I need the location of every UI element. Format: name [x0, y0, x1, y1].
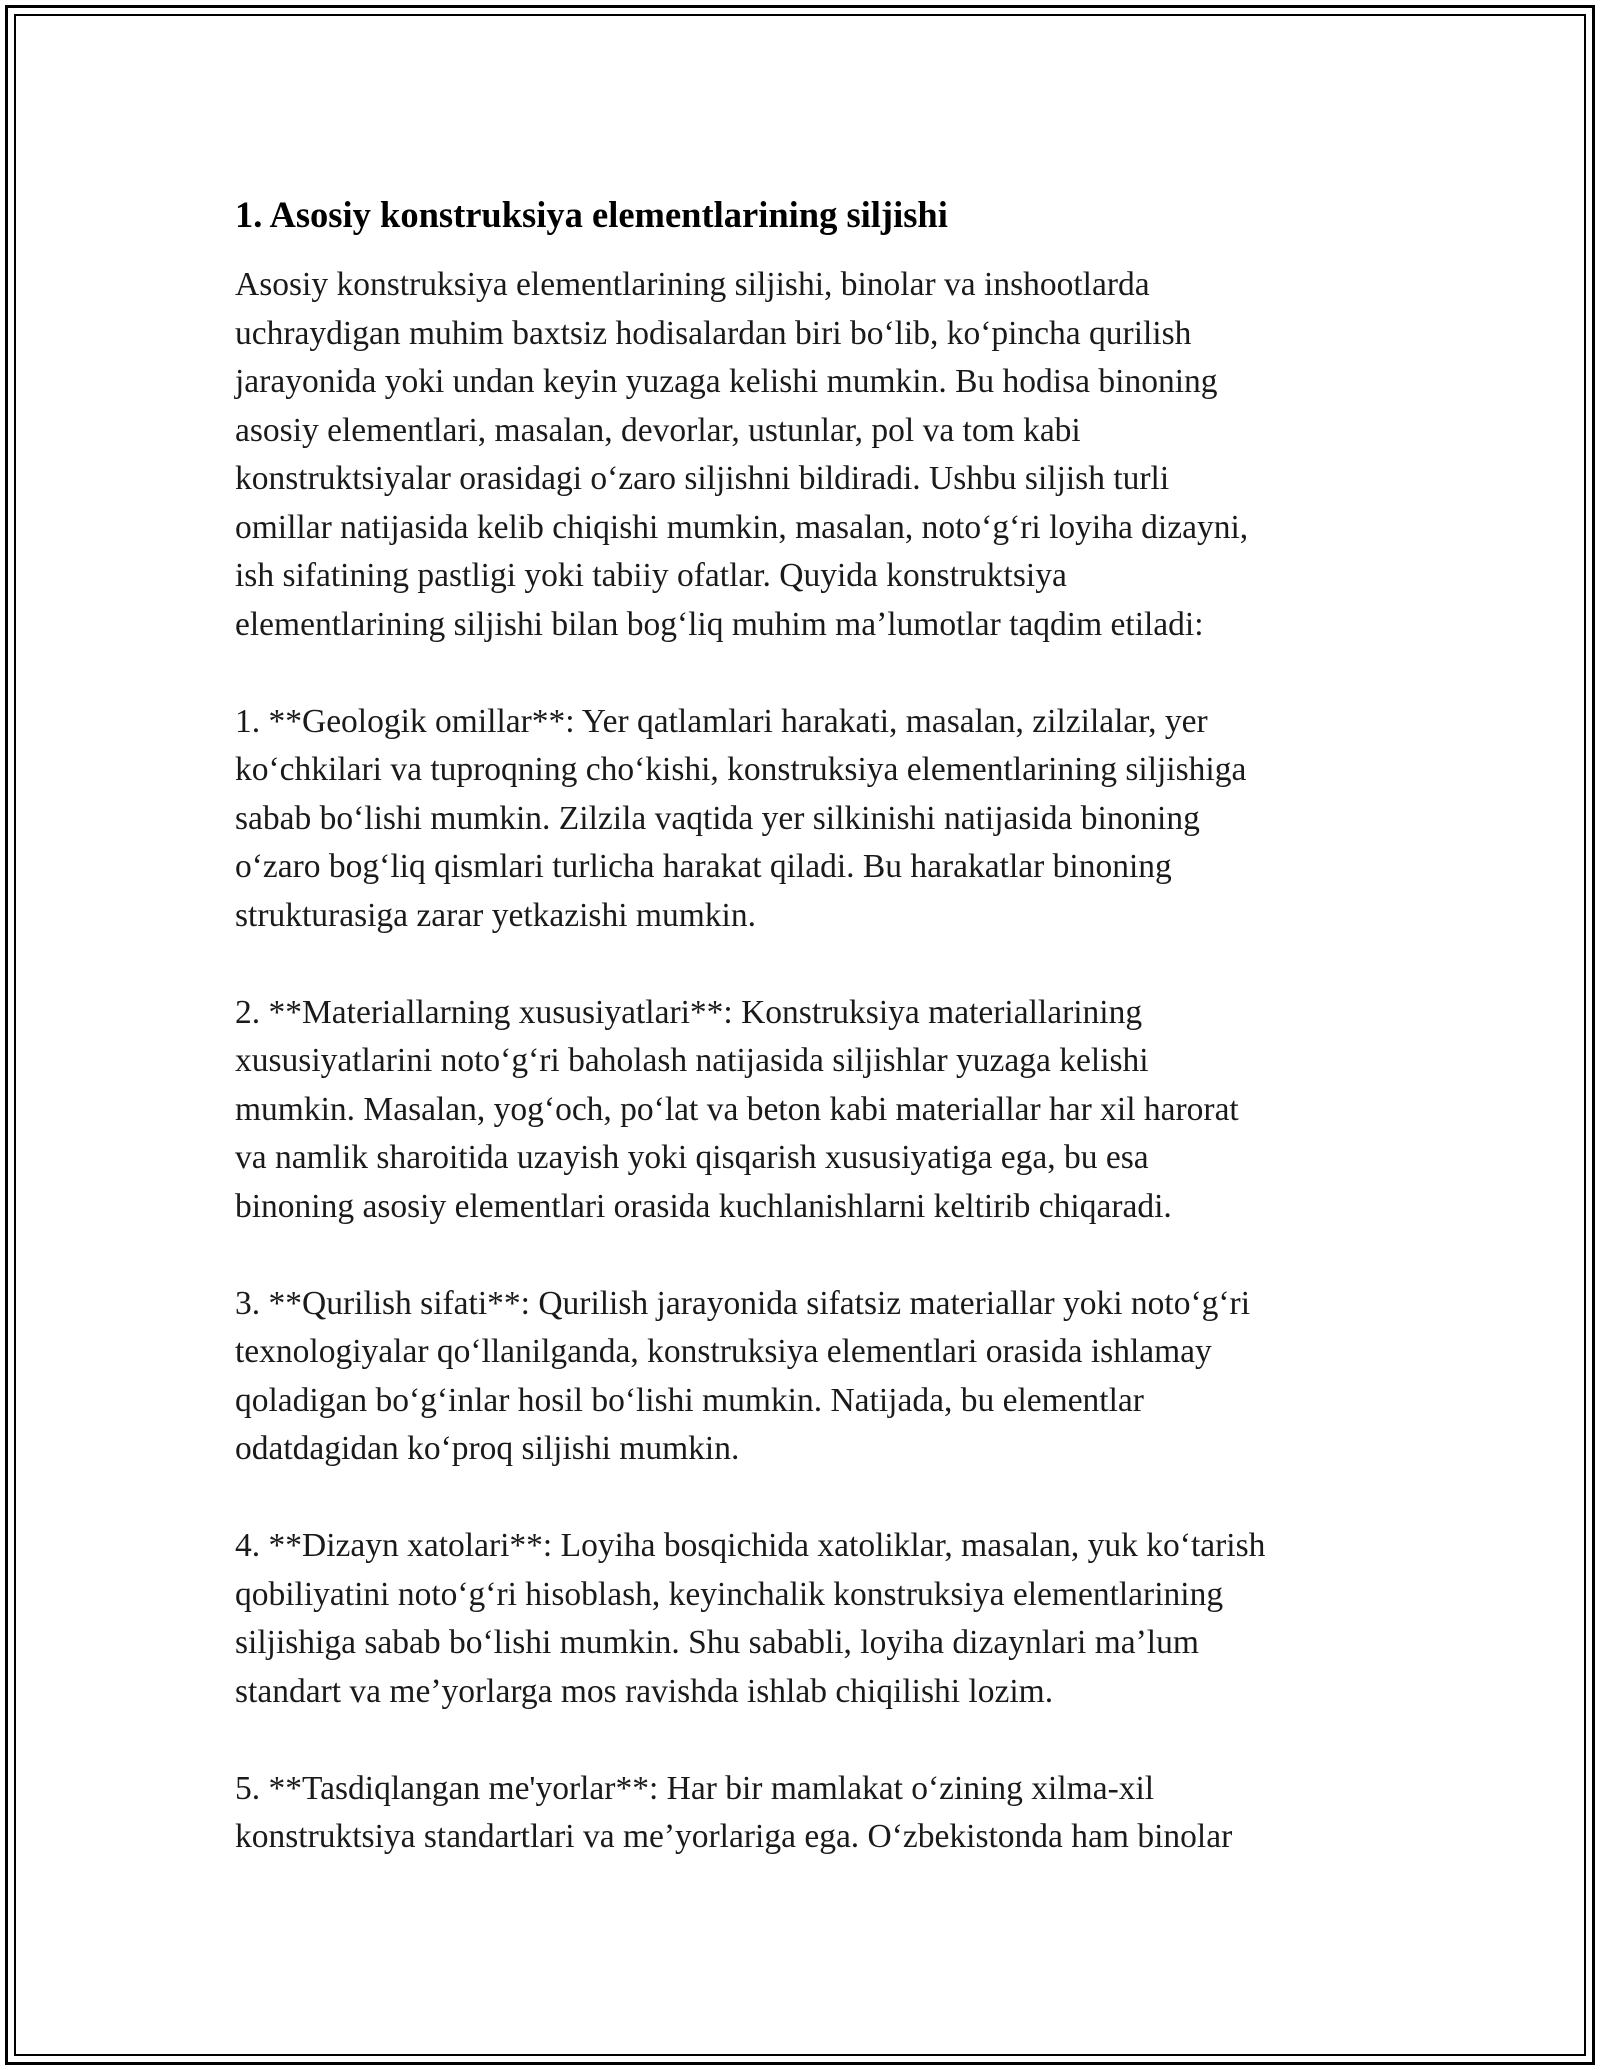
paragraph-spacer: [235, 1716, 1365, 1765]
paragraph-line: sabab boʻlishi mumkin. Zilzila vaqtida yer silkinishi natijasida binoning: [235, 799, 1200, 837]
paragraph-line: ish sifatining pastligi yoki tabiiy ofatlar. Quyida konstruktsiya: [235, 557, 1067, 594]
paragraph-line: texnologiyalar qoʻllanilganda, konstruksiya elementlari orasida ishlamay: [235, 1333, 1212, 1370]
paragraph-line: 4. **Dizayn xatolari**: Loyiha bosqichida xatoliklar, masalan, yuk koʻtarish: [235, 1527, 1266, 1564]
list-item-design-errors: [235, 1522, 1365, 1716]
paragraph-line: uchraydigan muhim baxtsiz hodisalardan biri boʻlib, koʻpincha qurilish: [235, 314, 1192, 352]
list-item-material-properties: [235, 989, 1365, 1232]
paragraph-line: 2. **Materiallarning xususiyatlari**: Konstruksiya materiallarining: [235, 993, 1143, 1031]
paragraph-line: 3. **Qurilish sifati**: Qurilish jarayonida sifatsiz materiallar yoki notoʻgʻri: [235, 1284, 1251, 1322]
paragraph-spacer: [235, 1231, 1365, 1280]
paragraph-spacer: [235, 649, 1365, 698]
list-item-approved-norms: [235, 1765, 1365, 1862]
paragraph-line: qobiliyatini notoʻgʻri hisoblash, keyinchalik konstruksiya elementlarining: [235, 1575, 1224, 1613]
paragraph-line: konstruktsiyalar orasidagi oʻzaro siljishni bildiradi. Ushbu siljish turli: [235, 460, 1170, 497]
paragraph-line: 5. **Tasdiqlangan me'yorlar**: Har bir mamlakat oʻzining xilma-xil: [235, 1769, 1155, 1807]
paragraph-line: binoning asosiy elementlari orasida kuchlanishlarni keltirib chiqaradi.: [235, 1187, 1172, 1225]
paragraph-line: omillar natijasida kelib chiqishi mumkin, masalan, notoʻgʻri loyiha dizayni,: [235, 508, 1249, 546]
paragraph-line: oʻzaro bogʻliq qismlari turlicha harakat qiladi. Bu harakatlar binoning: [235, 848, 1172, 885]
paragraph-line: elementlarining siljishi bilan bogʻliq muhim maʼlumotlar taqdim etiladi:: [235, 605, 1204, 643]
document-body: [235, 186, 1365, 1862]
paragraph-line: konstruktsiya standartlari va meʼyorlariga ega. Oʻzbekistonda ham binolar: [235, 1818, 1233, 1855]
list-item-construction-quality: [235, 1280, 1365, 1474]
paragraph-line: standart va meʼyorlarga mos ravishda ishlab chiqilishi lozim.: [235, 1672, 1054, 1710]
page-title: 1. Asosiy konstruksiya elementlarining siljishi: [235, 194, 948, 235]
intro-paragraph: [235, 261, 1365, 649]
paragraph-line: va namlik sharoitida uzayish yoki qisqarish xususiyatiga ega, bu esa: [235, 1139, 1149, 1176]
paragraph-line: asosiy elementlari, masalan, devorlar, ustunlar, pol va tom kabi: [235, 411, 1081, 449]
paragraph-line: odatdagidan koʻproq siljishi mumkin.: [235, 1430, 740, 1467]
paragraph-line: 1. **Geologik omillar**: Yer qatlamlari harakati, masalan, zilzilalar, yer: [235, 702, 1208, 740]
paragraph-line: mumkin. Masalan, yogʻoch, poʻlat va beton kabi materiallar har xil harorat: [235, 1090, 1239, 1128]
paragraph-spacer: [235, 1474, 1365, 1523]
list-item-geologic-factors: [235, 698, 1365, 941]
paragraph-spacer: [235, 940, 1365, 989]
paragraph-line: koʻchkilari va tuproqning choʻkishi, konstruksiya elementlarining siljishiga: [235, 751, 1247, 788]
paragraph-line: strukturasiga zarar yetkazishi mumkin.: [235, 896, 756, 934]
paragraph-line: qoladigan boʻgʻinlar hosil boʻlishi mumkin. Natijada, bu elementlar: [235, 1381, 1144, 1419]
paragraph-line: Asosiy konstruksiya elementlarining siljishi, binolar va inshootlarda: [235, 266, 1150, 303]
paragraph-line: siljishiga sabab boʻlishi mumkin. Shu sababli, loyiha dizaynlari maʼlum: [235, 1624, 1199, 1661]
paragraph-line: jarayonida yoki undan keyin yuzaga kelishi mumkin. Bu hodisa binoning: [235, 363, 1218, 400]
paragraph-line: xususiyatlarini notoʻgʻri baholash natijasida siljishlar yuzaga kelishi: [235, 1042, 1149, 1079]
